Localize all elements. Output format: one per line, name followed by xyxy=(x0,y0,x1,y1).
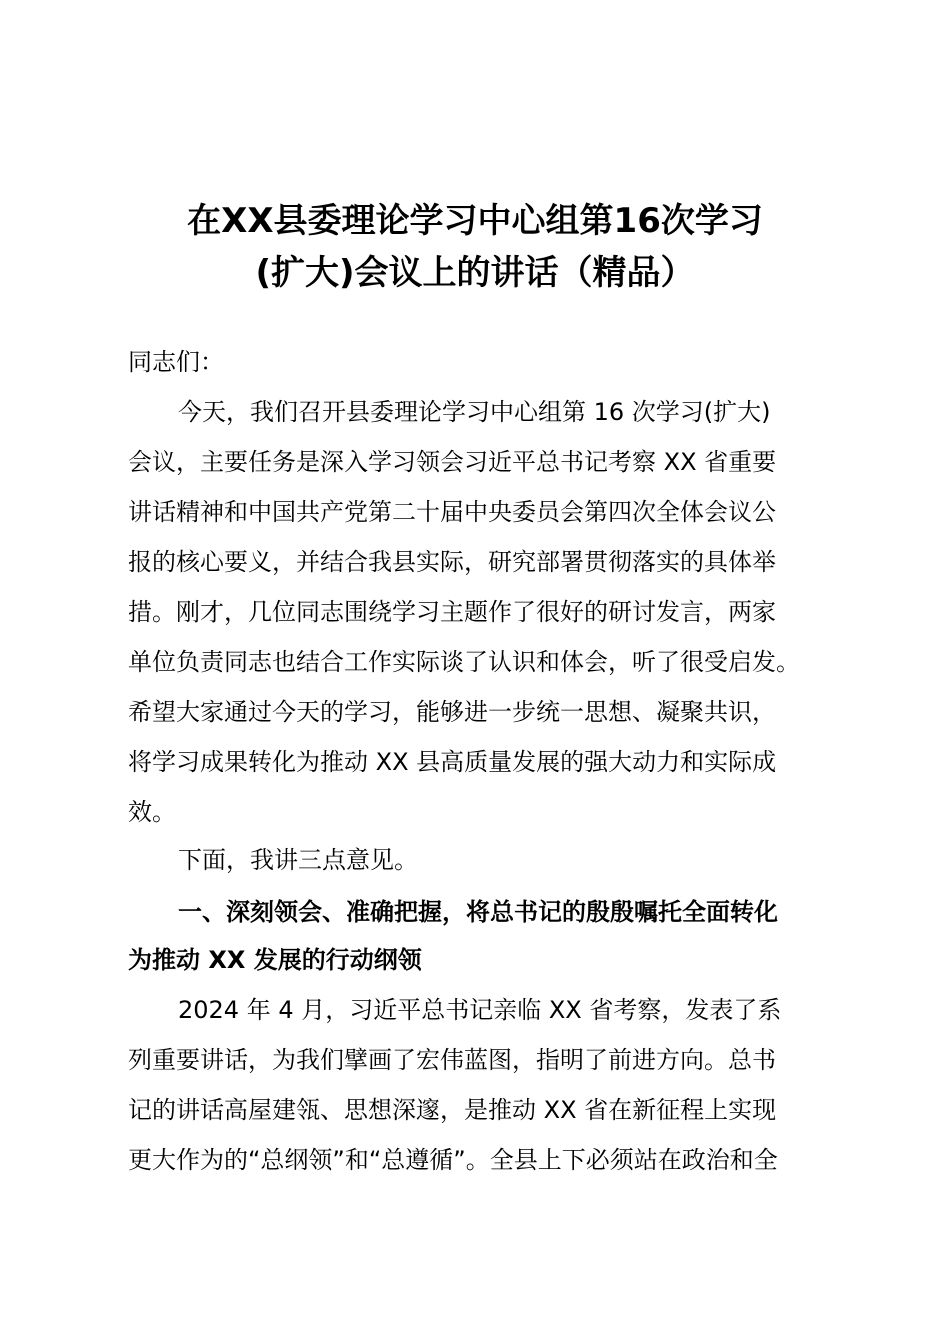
text-line: 单位负责同志也结合工作实际谈了认识和体会，听了很受启发。 xyxy=(128,648,800,676)
text-line: 报的核心要义，并结合我县实际，研究部署贯彻落实的具体举 xyxy=(128,548,776,576)
text-line: 2024 年 4 月，习近平总书记亲临 XX 省考察，发表了系 xyxy=(178,996,782,1024)
text-line: 今天，我们召开县委理论学习中心组第 16 次学习(扩大) xyxy=(178,398,771,426)
text-line: 效。 xyxy=(128,798,176,826)
text-line: 将学习成果转化为推动 XX 县高质量发展的强大动力和实际成 xyxy=(128,748,777,776)
text-line: 会议，主要任务是深入学习领会习近平总书记考察 XX 省重要 xyxy=(128,448,777,476)
paragraph-transition: 下面，我讲三点意见。 xyxy=(178,846,418,874)
text-line: 措。刚才，几位同志围绕学习主题作了很好的研讨发言，两家 xyxy=(128,598,776,626)
text-line: 更大作为的“总纲领”和“总遵循”。全县上下必须站在政治和全 xyxy=(128,1146,778,1174)
text-line: 希望大家通过今天的学习，能够进一步统一思想、凝聚共识， xyxy=(128,698,776,726)
document-title-line-1: 在XX县委理论学习中心组第16次学习 xyxy=(187,201,763,241)
heading-line: 一、深刻领会、准确把握，将总书记的殷殷嘱托全面转化 xyxy=(178,898,778,926)
text-line: 记的讲话高屋建瓴、思想深邃，是推动 XX 省在新征程上实现 xyxy=(128,1096,777,1124)
text-line: 讲话精神和中国共产党第二十届中央委员会第四次全体会议公 xyxy=(128,498,776,526)
document-title-line-2: (扩大)会议上的讲话（精品） xyxy=(255,253,695,293)
heading-line: 为推动 XX 发展的行动纲领 xyxy=(128,946,422,974)
salutation: 同志们： xyxy=(128,348,224,376)
text-line: 列重要讲话，为我们擘画了宏伟蓝图，指明了前进方向。总书 xyxy=(128,1046,776,1074)
